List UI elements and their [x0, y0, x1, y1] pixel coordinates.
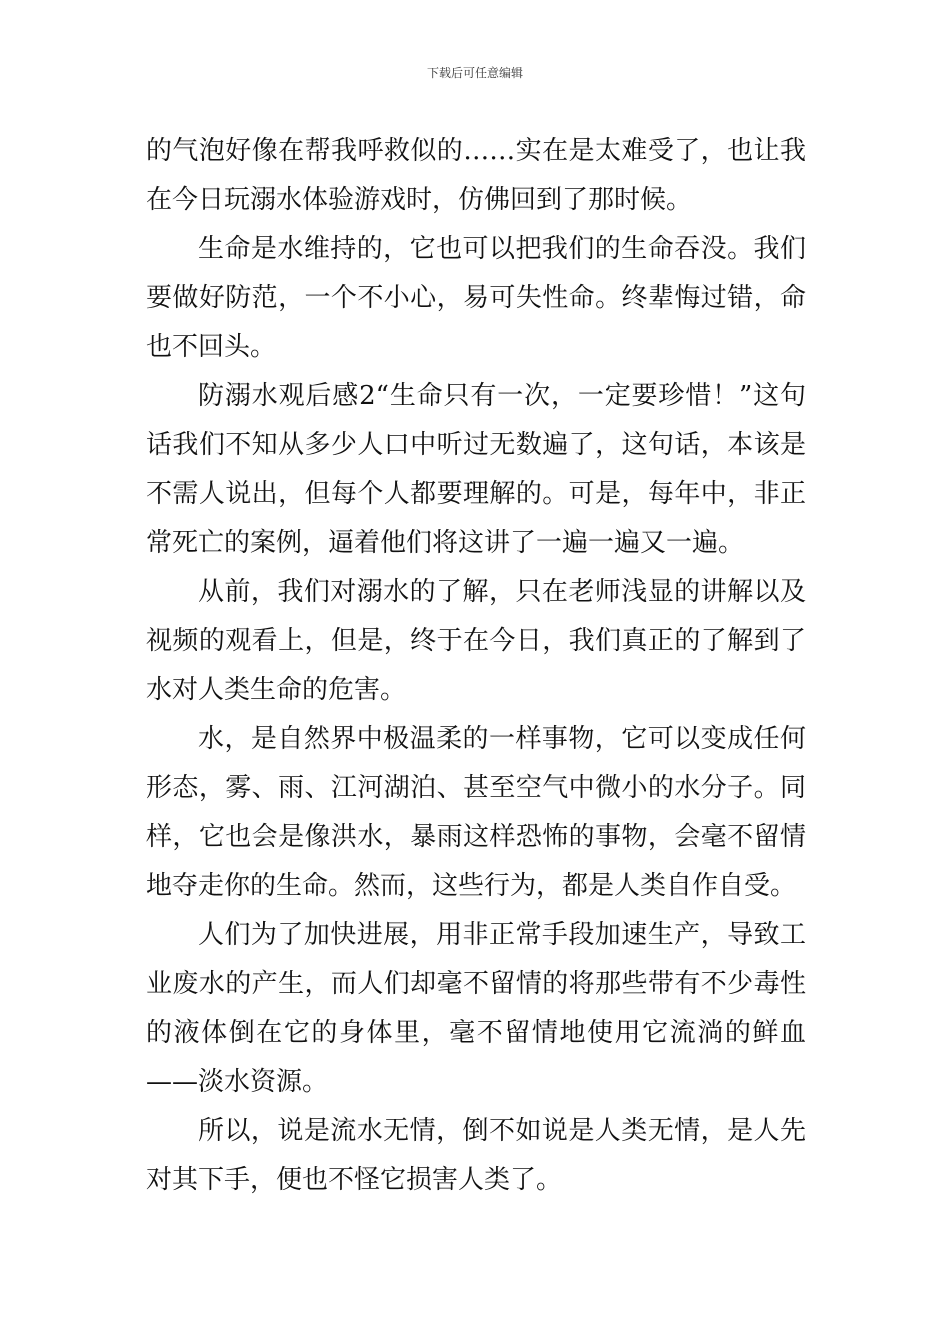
paragraph: 防溺水观后感2“生命只有一次，一定要珍惜！”这句话我们不知从多少人口中听过无数遍了，这句话，本该是不需人说出，但每个人都要理解的。可是，每年中，非正常死亡的案例，逼着他们将这讲了一遍一遍又一遍。 — [146, 381, 806, 558]
paragraph: 人们为了加快进展，用非正常手段加速生产，导致工业废水的产生，而人们却毫不留情的将那些带有不少毒性的液体倒在它的身体里，毫不留情地使用它流淌的鲜血——淡水资源。 — [146, 920, 806, 1097]
paragraph: 所以，说是流水无情，倒不如说是人类无情，是人先对其下手，便也不怪它损害人类了。 — [146, 1116, 806, 1195]
document-body — [146, 127, 806, 1205]
paragraph: 从前，我们对溺水的了解，只在老师浅显的讲解以及视频的观看上，但是，终于在今日，我们真正的了解到了水对人类生命的危害。 — [146, 577, 806, 705]
paragraph: 水，是自然界中极温柔的一样事物，它可以变成任何形态，雾、雨、江河湖泊、甚至空气中微小的水分子。同样，它也会是像洪水，暴雨这样恐怖的事物，会毫不留情地夺走你的生命。然而，这些行为，都是人类自作自受。 — [146, 724, 806, 901]
paragraph: 的气泡好像在帮我呼救似的……实在是太难受了，也让我在今日玩溺水体验游戏时，仿佛回到了那时候。 — [146, 136, 806, 215]
paragraph: 生命是水维持的，它也可以把我们的生命吞没。我们要做好防范，一个不小心，易可失性命。终辈悔过错，命也不回头。 — [146, 234, 806, 362]
page-header-note: 下载后可任意编辑 — [426, 66, 523, 80]
